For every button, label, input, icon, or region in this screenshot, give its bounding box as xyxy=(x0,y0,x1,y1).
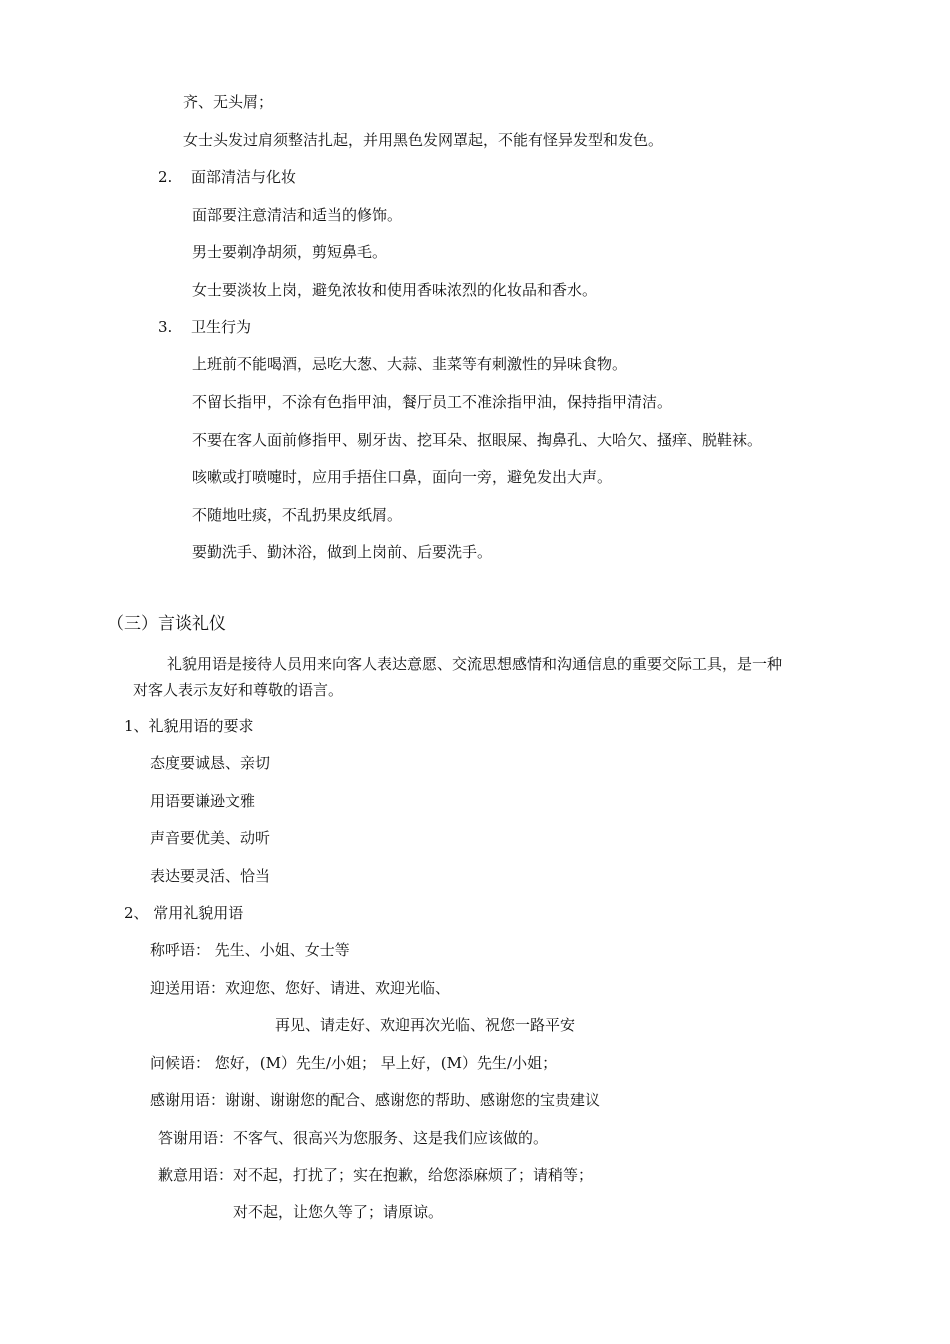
requirement-item-2: 用语要谦逊文雅 xyxy=(150,792,256,810)
behavior-section-number: 3. xyxy=(158,318,173,336)
greet-send-phrases-2: 再见、请走好、欢迎再次光临、祝您一路平安 xyxy=(275,1016,576,1034)
requirement-item-3: 声音要优美、动听 xyxy=(150,829,271,847)
hair-line-2: 女士头发过肩须整洁扎起，并用黑色发网罩起，不能有怪异发型和发色。 xyxy=(183,131,664,149)
requirements-title: 1、礼貌用语的要求 xyxy=(124,717,254,735)
behavior-line-2: 不留长指甲，不涂有色指甲油，餐厅员工不准涂指甲油，保持指甲清洁。 xyxy=(192,393,673,411)
apology-phrases-1: 歉意用语：对不起，打扰了；实在抱歉，给您添麻烦了；请稍等； xyxy=(158,1166,594,1184)
common-phrases-title: 2、 常用礼貌用语 xyxy=(124,904,244,922)
behavior-line-3: 不要在客人面前修指甲、剔牙齿、挖耳朵、抠眼屎、掏鼻孔、大哈欠、搔痒、脱鞋袜。 xyxy=(192,431,763,449)
greet-send-phrases-1: 迎送用语：欢迎您、您好、请进、欢迎光临、 xyxy=(150,979,451,997)
behavior-line-1: 上班前不能喝酒，忌吃大葱、大蒜、韭菜等有刺激性的异味食物。 xyxy=(192,355,628,373)
address-phrases: 称呼语： 先生、小姐、女士等 xyxy=(150,941,350,959)
reply-thanks-phrases: 答谢用语：不客气、很高兴为您服务、这是我们应该做的。 xyxy=(158,1129,549,1147)
requirement-item-4: 表达要灵活、恰当 xyxy=(150,867,271,885)
face-section-heading xyxy=(158,167,296,187)
behavior-line-4: 咳嗽或打喷嚏时，应用手捂住口鼻，面向一旁，避免发出大声。 xyxy=(192,468,613,486)
behavior-section-title: 卫生行为 xyxy=(191,318,252,336)
behavior-line-6: 要勤洗手、勤沐浴，做到上岗前、后要洗手。 xyxy=(192,543,493,561)
greeting-phrases: 问候语： 您好，(M）先生/小姐； 早上好，(M）先生/小姐； xyxy=(150,1054,558,1072)
hair-line-1: 齐、无头屑； xyxy=(183,93,274,111)
requirement-item-1: 态度要诚恳、亲切 xyxy=(150,754,271,772)
behavior-section-heading xyxy=(158,317,251,337)
speech-section-heading: （三）言谈礼仪 xyxy=(107,614,226,634)
face-section-title: 面部清洁与化妆 xyxy=(191,168,297,186)
speech-intro-line-2: 对客人表示友好和尊敬的语言。 xyxy=(133,681,344,699)
face-line-3: 女士要淡妆上岗，避免浓妆和使用香味浓烈的化妆品和香水。 xyxy=(192,281,598,299)
face-line-2: 男士要剃净胡须，剪短鼻毛。 xyxy=(192,243,388,261)
speech-intro-line-1: 礼貌用语是接待人员用来向客人表达意愿、交流思想感情和沟通信息的重要交际工具，是一种 xyxy=(167,655,783,673)
behavior-line-5: 不随地吐痰，不乱扔果皮纸屑。 xyxy=(192,506,403,524)
face-line-1: 面部要注意清洁和适当的修饰。 xyxy=(192,206,403,224)
face-section-number: 2. xyxy=(158,168,173,186)
apology-phrases-2: 对不起，让您久等了；请原谅。 xyxy=(233,1203,444,1221)
thanks-phrases: 感谢用语：谢谢、谢谢您的配合、感谢您的帮助、感谢您的宝贵建议 xyxy=(150,1091,601,1109)
